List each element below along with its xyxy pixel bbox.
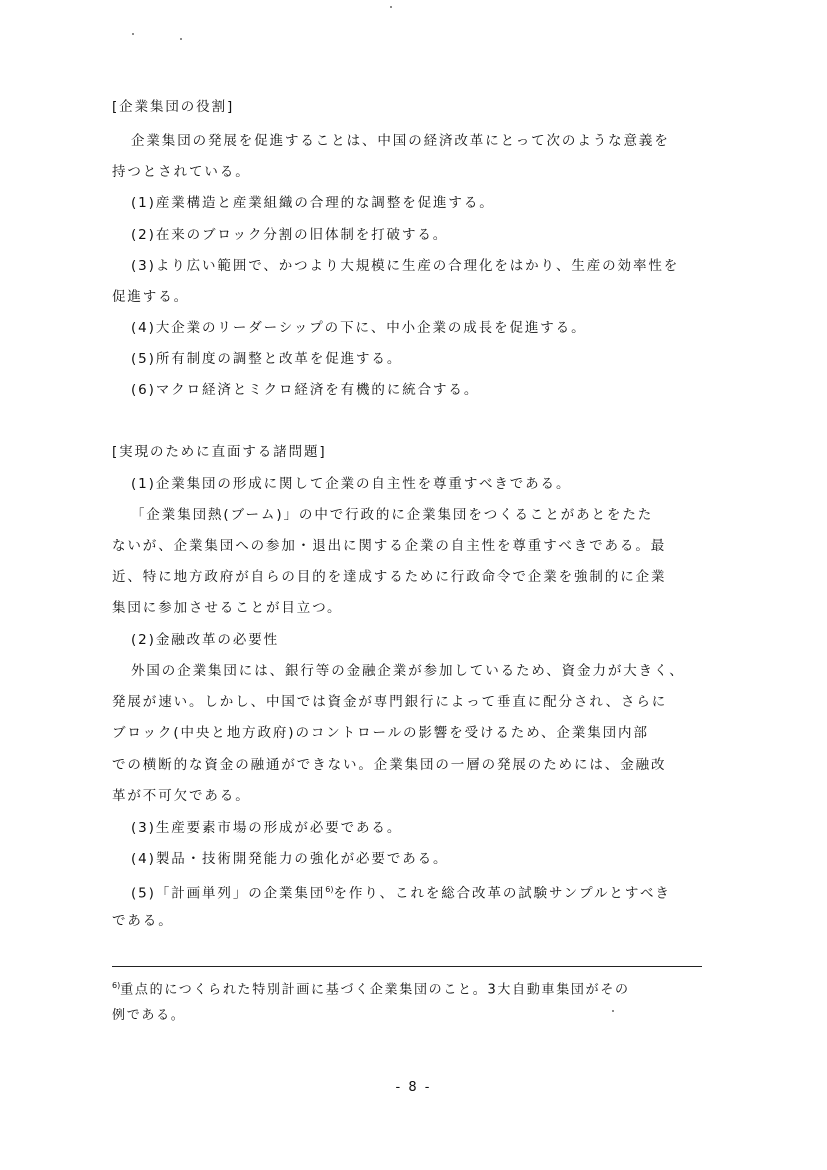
list-item: (2)金融改革の必要性 [131,632,280,648]
list-item: (1)産業構造と産業組織の合理的な調整を促進する。 [131,195,495,211]
list-item: (4)製品・技術開発能力の強化が必要である。 [131,851,449,867]
paragraph-line: ブロック(中央と地方政府)のコントロールの影響を受けるため、企業集団内部 [112,725,649,741]
paragraph-line: 持つとされている。 [112,164,251,180]
paragraph-line: 企業集団の発展を促進することは、中国の経済改革にとって次のような意義を [131,133,670,149]
paragraph-line: 発展が速い。しかし、中国では資金が専門銀行によって垂直に配分され、さらに [112,694,668,710]
list-item: (5)所有制度の調整と改革を促進する。 [131,351,403,367]
list-item: (4)大企業のリーダーシップの下に、中小企業の成長を促進する。 [131,320,587,336]
scan-speck [612,1010,614,1012]
item5-text-after: を作り、これを総合改革の試験サンプルとすべき [333,885,671,902]
paragraph-line: 外国の企業集団には、銀行等の金融企業が参加しているため、資金力が大きく、 [131,663,685,679]
list-item: (3)より広い範囲で、かつより大規模に生産の合理化をはかり、生産の効率性を [131,258,680,274]
scan-speck [180,38,182,40]
page-number: - 8 - [395,1080,432,1095]
paragraph-line: 「企業集団熱(ブーム)」の中で行政的に企業集団をつくることがあとをたた [131,507,654,523]
list-item-continuation: である。 [112,913,174,929]
section-heading-roles: [企業集団の役割] [112,99,235,115]
section-heading-problems: [実現のために直面する諸問題] [112,444,327,460]
scan-speck [390,6,392,8]
footnote [112,976,630,1000]
list-item: (1)企業集団の形成に関して企業の自主性を尊重すべきである。 [131,476,572,492]
paragraph-line: 近、特に地方政府が自らの目的を達成するために行政命令で企業を強制的に企業 [112,569,667,585]
footnote-mark: 6) [112,981,121,990]
item5-text-before: (5)「計画単列」の企業集団 [131,885,326,902]
paragraph-line: 集団に参加させることが目立つ。 [112,600,343,616]
paragraph-line: ないが、企業集団への参加・退出に関する企業の自主性を尊重すべきである。最 [112,538,667,554]
list-item: (2)在来のブロック分割の旧体制を打破する。 [131,227,449,243]
paragraph-line: での横断的な資金の融通ができない。企業集団の一層の発展のためには、金融改 [112,757,667,773]
list-item-continuation: 促進する。 [112,289,189,305]
footnote-continuation: 例である。 [112,1008,186,1023]
footnote-divider [112,966,702,967]
list-item [131,880,731,904]
footnote-reference: 6) [325,885,334,894]
scan-speck [132,33,134,35]
footnote-text: 重点的につくられた特別計画に基づく企業集団のこと。3大自動車集団がその [120,982,630,998]
paragraph-line: 革が不可欠である。 [112,788,251,804]
list-item: (3)生産要素市場の形成が必要である。 [131,820,403,836]
list-item: (6)マクロ経済とミクロ経済を有機的に統合する。 [131,382,480,398]
